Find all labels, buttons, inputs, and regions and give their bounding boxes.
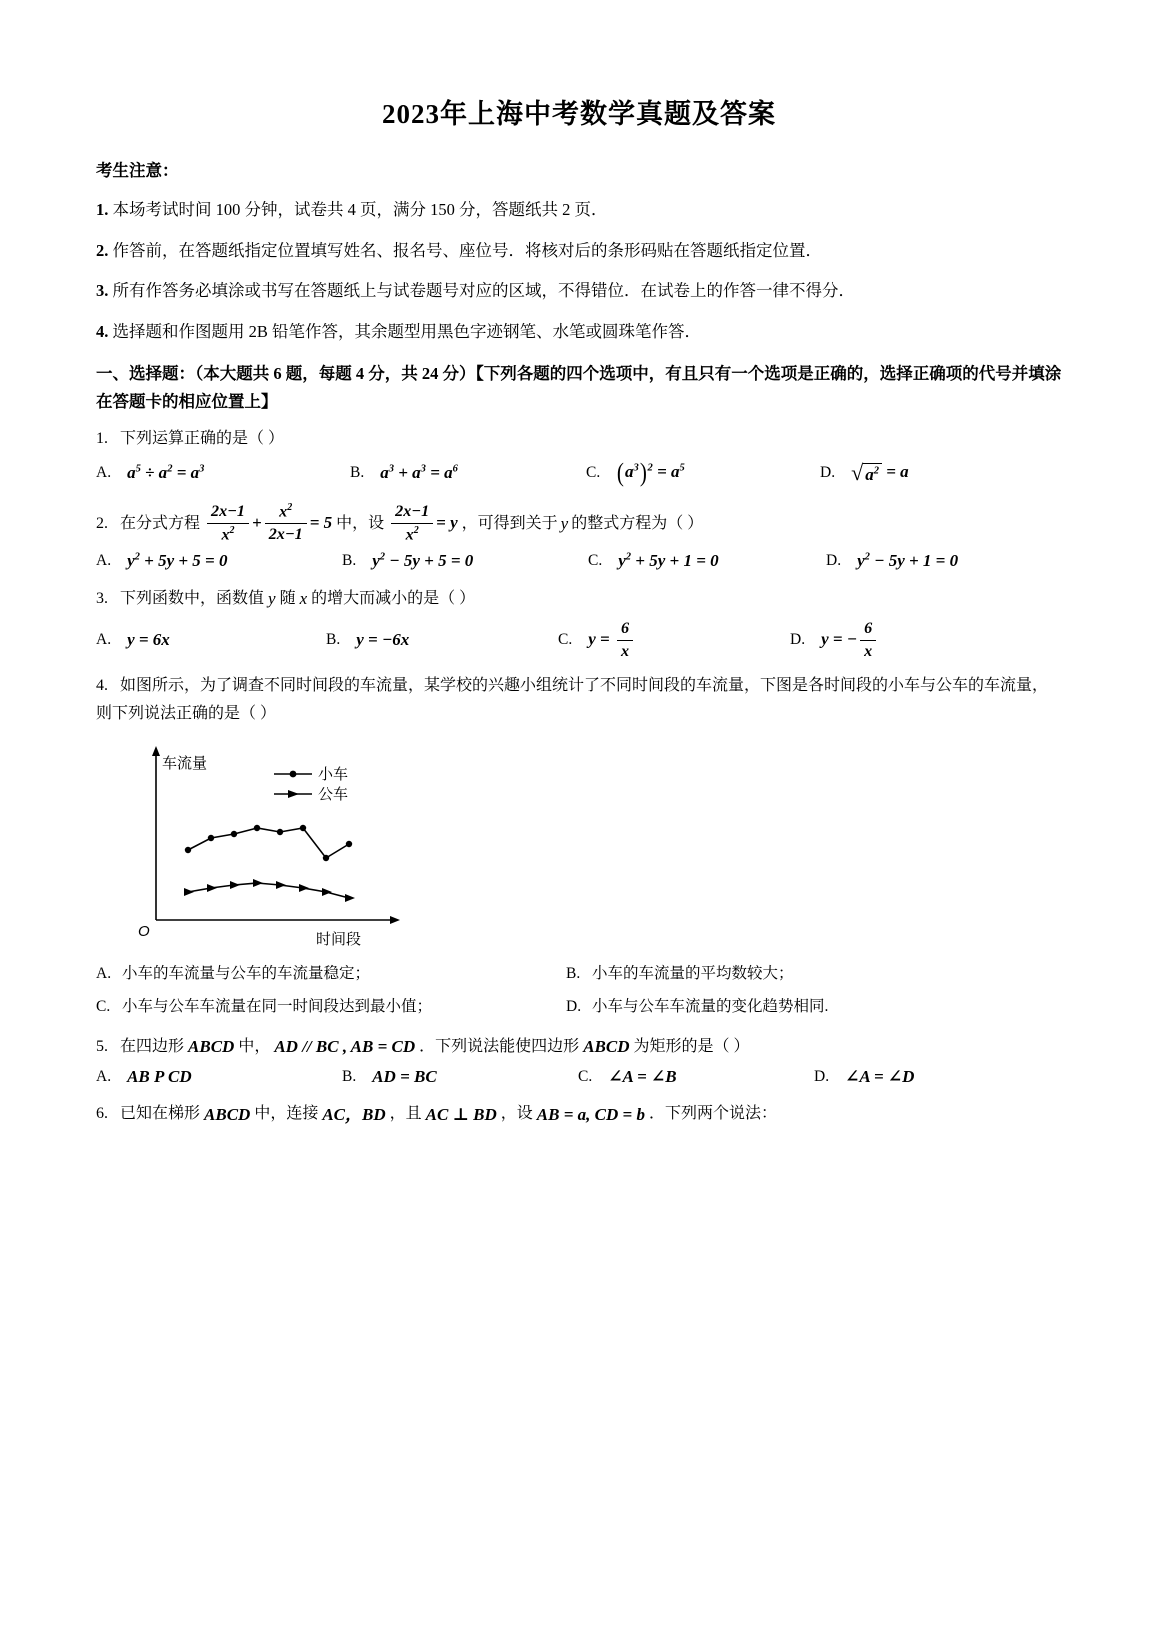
question-3-text-mid: 随 (279, 590, 296, 608)
question-6-text-end: ．下列两个说法： (648, 1105, 777, 1123)
question-1-option-d[interactable] (820, 460, 909, 486)
question-2-text-mid: 中，设 (336, 514, 385, 532)
option-label: B. (350, 463, 365, 481)
question-3-option-b[interactable] (326, 630, 558, 650)
question-6-settings: AB = a, CD = b (536, 1104, 645, 1124)
option-expression: $y^2 + 5y + 5 = 0$ (127, 551, 228, 571)
question-5-option-c[interactable] (578, 1067, 814, 1087)
question-5-number: 5. (96, 1038, 108, 1056)
option-label: B. (342, 1067, 357, 1085)
option-expression: ∠A = ∠D (845, 1066, 915, 1086)
legend-marker-bus (288, 790, 299, 798)
section-heading: 一、选择题：（本大题共 6 题，每题 4 分，共 24 分）【下列各题的四个选项中，有且只有一个选项是正确的，选择正确项的代号并填涂在答题卡的相应位置上】 (96, 363, 1062, 411)
question-5-text-mid: 中， (238, 1038, 271, 1056)
y-axis-label: 车流量 (162, 754, 208, 772)
question-5-option-a[interactable] (96, 1067, 342, 1087)
question-6-diagonals: AC，BD (322, 1104, 386, 1124)
question-3-var-x: x (299, 589, 308, 609)
legend-label-car: 小车 (318, 765, 349, 783)
question-2-option-b[interactable] (342, 551, 588, 571)
question-5-quad: ABCD (188, 1037, 235, 1057)
question-5-text-post: ．下列说法能使四边形 (419, 1038, 580, 1056)
data-point (184, 888, 194, 896)
question-4-text: 如图所示，为了调查不同时间段的车流量，某学校的兴趣小组统计了不同时间段的车流量，下图是各时间段的小车与公车的车流量，则下列说法正确的是（ ） (96, 676, 1049, 722)
question-3-text-post: 的增大而减小的是（ ） (311, 590, 476, 608)
question-6-text-pre: 已知在梯形 (120, 1105, 201, 1123)
notice-text-3: 所有作答务必填涂或书写在答题纸上与试卷题号对应的区域，不得错位．在试卷上的作答一律不得分． (112, 281, 855, 301)
option-expression: $y^2 + 5y + 1 = 0$ (618, 551, 719, 571)
question-3-var-y: y (268, 589, 276, 609)
question-5-options (96, 1067, 1062, 1087)
option-label: A. (96, 552, 112, 570)
question-6-trapezoid: ABCD (204, 1104, 251, 1124)
legend-marker-car (290, 770, 297, 777)
question-1-option-c[interactable] (586, 458, 820, 488)
question-1-options (96, 458, 1062, 488)
question-4-options-row-1 (96, 962, 1062, 987)
question-6-text-mid2: ，且 (389, 1105, 422, 1123)
question-4-chart (126, 742, 546, 952)
question-6-number: 6. (96, 1105, 108, 1123)
option-label: C. (586, 463, 601, 481)
legend-label-bus: 公车 (318, 785, 349, 803)
question-6-text-mid3: ，设 (500, 1105, 533, 1123)
option-expression: $a^3 + a^3 = a^6$ (380, 462, 458, 482)
notice-item-3 (96, 278, 1062, 305)
question-1-option-a[interactable] (96, 463, 350, 483)
option-label: D. (566, 997, 582, 1015)
notice-text-2: 作答前，在答题纸指定位置填写姓名、报名号、座位号．将核对后的条形码贴在答题纸指定位置． (112, 240, 822, 260)
option-expression: √ $a^2 = a$ (851, 459, 909, 485)
question-2-text-end: 的整式方程为（ ） (571, 514, 704, 532)
option-expression: ∠A = ∠B (608, 1066, 677, 1086)
question-2-option-a[interactable] (96, 551, 342, 571)
data-point (231, 831, 237, 837)
option-expression: y = −6x (356, 630, 410, 650)
data-point (322, 888, 332, 896)
origin-label: O (138, 922, 150, 940)
y-axis-arrow (152, 746, 160, 756)
option-label: C. (96, 997, 111, 1015)
option-expression: $(a^3)^2 = a^5$ (617, 457, 685, 487)
option-text: 小车的车流量与公车的车流量稳定； (122, 964, 371, 982)
data-point (300, 825, 306, 831)
option-text: 小车与公车车流量在同一时间段达到最小值； (122, 997, 433, 1015)
data-point (345, 894, 355, 902)
notice-text-1: 本场考试时间 100 分钟，试卷共 4 页，满分 150 分，答题纸共 2 页． (112, 200, 608, 219)
data-point (323, 855, 329, 861)
question-2-option-c[interactable] (588, 551, 826, 571)
notice-text-4: 选择题和作图题用 2B 铅笔作答，其余题型用黑色字迹钢笔、水笔或圆珠笔作答． (112, 322, 702, 342)
notice-heading: 考生注意： (96, 161, 179, 180)
question-4-option-a[interactable] (96, 962, 566, 987)
question-4-options-row-2 (96, 995, 1062, 1020)
option-label: A. (96, 631, 112, 649)
option-label: B. (566, 964, 581, 982)
option-expression: y = 6x (127, 630, 170, 650)
question-5-option-d[interactable] (814, 1067, 914, 1087)
data-point (230, 881, 240, 889)
question-3-option-d[interactable] (790, 619, 879, 662)
option-expression: y = $\frac{6}{x}$ (588, 619, 636, 662)
question-2-equation: $\frac{2x-1}{x^2}$ + $\frac{x^2}{2x-1}$ = 5 (204, 502, 332, 546)
page-title: 2023年上海中考数学真题及答案 (382, 99, 776, 129)
option-expression: $a^5 \div a^2 = a^3$ (127, 462, 205, 482)
question-4-number: 4. (96, 676, 108, 694)
line-chart-svg (126, 742, 546, 952)
option-expression: AD = BC (372, 1066, 437, 1086)
data-point (299, 884, 309, 892)
option-label: C. (578, 1067, 593, 1085)
option-label: D. (814, 1067, 830, 1085)
data-point (276, 881, 286, 889)
question-3-number: 3. (96, 590, 108, 608)
data-point (254, 825, 260, 831)
question-3-stem (96, 585, 1062, 612)
question-1-stem (96, 426, 1062, 452)
option-label: C. (558, 631, 573, 649)
option-label: B. (326, 631, 341, 649)
data-point (277, 829, 283, 835)
notice-number-1: 1. (96, 200, 109, 219)
option-label: A. (96, 1067, 112, 1085)
option-expression: $y^2 - 5y + 1 = 0$ (857, 551, 959, 571)
x-axis-label: 时间段 (316, 930, 362, 948)
question-1-option-b[interactable] (350, 463, 586, 483)
x-axis-arrow (390, 916, 400, 924)
option-expression: AB P CD (127, 1066, 192, 1086)
notice-item-4 (96, 319, 1062, 346)
question-2-stem (96, 502, 1062, 546)
question-6-perpendicular: AC ⊥ BD (425, 1104, 497, 1124)
question-4-stem (96, 672, 1062, 728)
option-label: D. (790, 631, 806, 649)
data-point (207, 884, 217, 892)
series-line-car (188, 828, 349, 858)
data-point (253, 879, 263, 887)
question-5-quad-2: ABCD (583, 1037, 630, 1057)
question-5-text-end: 为矩形的是（ ） (633, 1038, 750, 1056)
question-5-stem (96, 1033, 1062, 1060)
option-expression: $y^2 - 5y + 5 = 0$ (372, 551, 474, 571)
option-label: C. (588, 552, 603, 570)
data-point (208, 835, 214, 841)
notice-number-4: 4. (96, 322, 109, 342)
question-2-text-pre: 在分式方程 (120, 514, 201, 532)
notice-number-2: 2. (96, 240, 109, 260)
question-5-option-b[interactable] (342, 1067, 578, 1087)
question-1-text: 下列运算正确的是（ ） (120, 429, 285, 447)
option-label: B. (342, 552, 357, 570)
question-3-text-pre: 下列函数中，函数值 (120, 590, 265, 608)
question-6-stem (96, 1101, 1062, 1128)
question-2-options (96, 551, 1062, 571)
option-text: 小车与公车车流量的变化趋势相同. (592, 997, 829, 1015)
option-label: A. (96, 964, 112, 982)
option-text: 小车的车流量的平均数较大； (592, 964, 794, 982)
option-label: A. (96, 463, 112, 481)
question-4-option-b[interactable] (566, 962, 1036, 987)
question-6-text-mid: 中，连接 (254, 1105, 319, 1123)
question-3-options (96, 619, 1062, 662)
question-2-number: 2. (96, 514, 108, 532)
option-label: D. (826, 552, 842, 570)
question-3-option-a[interactable] (96, 630, 326, 650)
notice-item-2 (96, 238, 1062, 265)
question-2-substitution: $\frac{2x-1}{x^2}$ = y (388, 502, 457, 546)
option-label: D. (820, 463, 836, 481)
question-2-option-d[interactable] (826, 551, 958, 571)
question-5-condition: AD // BC , AB = CD (274, 1037, 416, 1057)
question-2-var: y (560, 513, 569, 533)
notice-number-3: 3. (96, 281, 109, 301)
notice-item-1 (96, 197, 1062, 224)
question-1-number: 1. (96, 429, 108, 447)
data-point (346, 841, 352, 847)
question-4-option-d[interactable] (566, 995, 1036, 1020)
option-expression: y = − $\frac{6}{x}$ (821, 619, 879, 662)
question-4-option-c[interactable] (96, 995, 566, 1020)
question-3-option-c[interactable] (558, 619, 790, 662)
question-2-text-post: ，可得到关于 (461, 514, 558, 532)
question-5-text-pre: 在四边形 (120, 1038, 185, 1056)
data-point (185, 847, 191, 853)
